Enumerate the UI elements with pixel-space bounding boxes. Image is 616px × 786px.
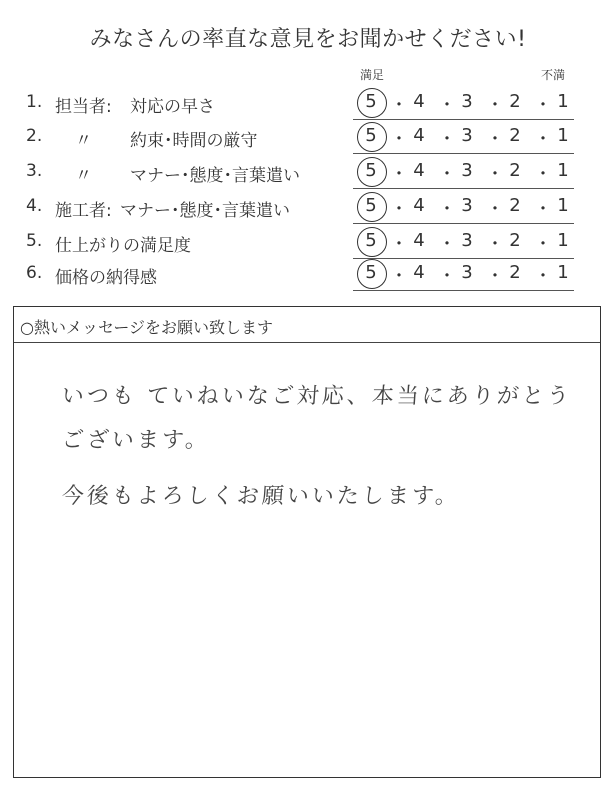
rating-underline [353,188,574,189]
row-category: 担当者: [55,97,112,117]
rating-2[interactable]: 2 [509,91,521,112]
rating-4[interactable]: 4 [413,262,425,283]
rating-separator: ・ [486,164,504,185]
row-number: 2. [26,126,43,146]
rating-2[interactable]: 2 [509,195,521,216]
rating-separator: ・ [486,266,504,287]
rating-1[interactable]: 1 [557,262,569,283]
rating-separator: ・ [534,199,552,220]
rating-separator: ・ [390,164,408,185]
rating-underline [353,223,574,224]
row-item: 仕上がりの満足度 [55,236,191,256]
handwritten-line: いつも ていねいなご対応、本当にありがとう [60,384,573,409]
rating-separator: ・ [438,234,456,255]
rating-row [0,122,616,156]
rating-row [0,88,616,122]
rating-1[interactable]: 1 [557,195,569,216]
row-number: 1. [26,92,43,112]
rating-separator: ・ [486,95,504,116]
rating-separator: ・ [486,234,504,255]
rating-separator: ・ [486,129,504,150]
row-number: 4. [26,196,43,216]
rating-separator: ・ [486,199,504,220]
rating-separator: ・ [438,164,456,185]
rating-3[interactable]: 3 [461,230,473,251]
rating-row [0,227,616,261]
rating-underline [353,290,574,291]
row-number: 6. [26,263,43,283]
message-box[interactable] [13,306,601,778]
rating-scale[interactable] [362,125,572,151]
rating-separator: ・ [534,129,552,150]
rating-2[interactable]: 2 [509,160,521,181]
rating-separator: ・ [438,266,456,287]
handwritten-line: ございます。 [60,428,211,453]
message-divider [14,342,600,343]
row-number: 5. [26,231,43,251]
rating-separator: ・ [438,129,456,150]
rating-5[interactable]: 5 [365,230,377,251]
rating-separator: ・ [390,95,408,116]
rating-underline [353,153,574,154]
rating-4[interactable]: 4 [413,230,425,251]
row-item: 対応の早さ [130,97,215,117]
scale-low-label: 不満 [541,68,566,82]
rating-separator: ・ [534,95,552,116]
rating-3[interactable]: 3 [461,195,473,216]
rating-2[interactable]: 2 [509,125,521,146]
rating-4[interactable]: 4 [413,195,425,216]
rating-separator: ・ [390,199,408,220]
rating-separator: ・ [534,266,552,287]
row-item: マナー･態度･言葉遣い [130,166,300,186]
ditto-mark: 〃 [75,166,92,186]
row-category: 施工者: [55,201,112,221]
rating-5[interactable]: 5 [365,125,377,146]
rating-row [0,192,616,226]
row-item: 価格の納得感 [55,268,157,288]
rating-1[interactable]: 1 [557,125,569,146]
row-item: 約束･時間の厳守 [130,131,258,151]
row-item: マナー･態度･言葉遣い [120,201,290,221]
rating-4[interactable]: 4 [413,160,425,181]
message-label: ○熱いメッセージをお願い致します [20,318,274,337]
rating-separator: ・ [534,164,552,185]
rating-4[interactable]: 4 [413,125,425,146]
rating-scale[interactable] [362,195,572,221]
rating-5[interactable]: 5 [365,91,377,112]
rating-row [0,157,616,191]
rating-3[interactable]: 3 [461,91,473,112]
rating-scale[interactable] [362,91,572,117]
rating-scale[interactable] [362,160,572,186]
rating-separator: ・ [390,234,408,255]
rating-5[interactable]: 5 [365,262,377,283]
rating-scale[interactable] [362,262,572,288]
rating-3[interactable]: 3 [461,262,473,283]
rating-separator: ・ [390,129,408,150]
row-number: 3. [26,161,43,181]
scale-high-label: 満足 [360,68,385,82]
survey-title: みなさんの率直な意見をお聞かせください! [89,27,527,52]
rating-5[interactable]: 5 [365,160,377,181]
rating-underline [353,119,574,120]
ditto-mark: 〃 [75,131,92,151]
rating-5[interactable]: 5 [365,195,377,216]
rating-1[interactable]: 1 [557,160,569,181]
rating-row [0,259,616,293]
rating-4[interactable]: 4 [413,91,425,112]
rating-separator: ・ [438,95,456,116]
rating-separator: ・ [534,234,552,255]
rating-2[interactable]: 2 [509,262,521,283]
rating-1[interactable]: 1 [557,91,569,112]
rating-2[interactable]: 2 [509,230,521,251]
handwritten-line: 今後もよろしくお願いいたします。 [60,484,461,509]
rating-3[interactable]: 3 [461,125,473,146]
rating-1[interactable]: 1 [557,230,569,251]
rating-3[interactable]: 3 [461,160,473,181]
rating-separator: ・ [438,199,456,220]
rating-separator: ・ [390,266,408,287]
rating-scale[interactable] [362,230,572,256]
